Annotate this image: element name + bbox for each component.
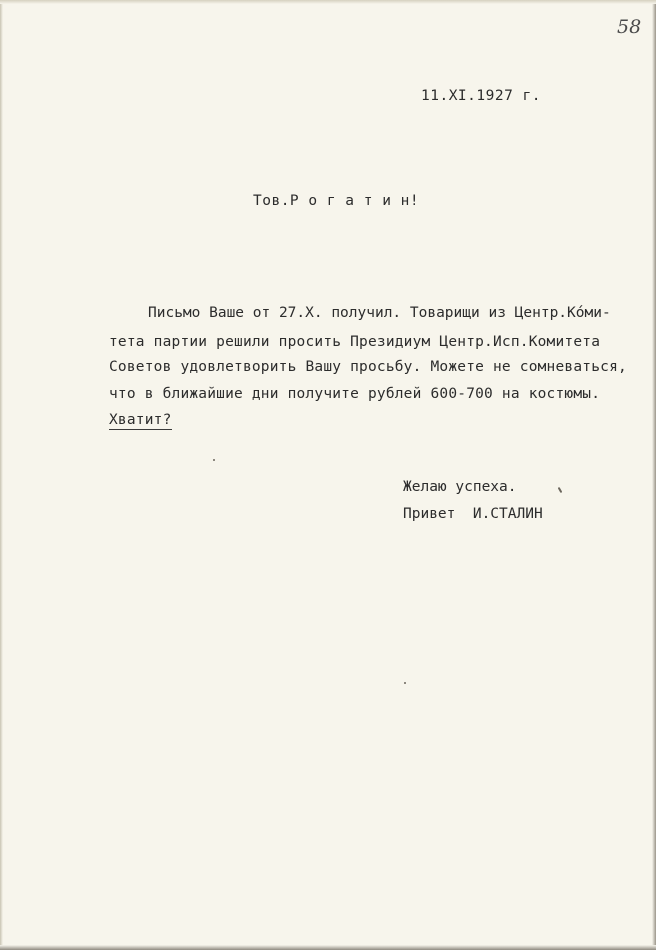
body-line-2: тета партии решили просить Президиум Центр.Исп.Комитета	[109, 334, 601, 350]
letter-date: 11.XI.1927 г.	[421, 88, 541, 104]
page-edge-bottom	[0, 945, 656, 950]
page-edge-top	[0, 0, 656, 4]
body-line-3: Советов удовлетворить Вашу просьбу. Можете не сомневаться,	[109, 359, 627, 375]
letter-closing: Желаю успеха.	[403, 479, 517, 495]
paper-speck	[404, 682, 406, 684]
paper-speck	[213, 459, 215, 461]
letter-salutation: Тов.Р о г а т и н!	[253, 193, 420, 209]
handwritten-page-number: 58	[617, 16, 642, 38]
body-line-5-underlined: Хватит?	[109, 412, 172, 428]
body-line-4: что в ближайшие дни получите рублей 600-700 на костюмы.	[109, 386, 601, 402]
body-line-1: Письмо Ваше от 27.Х. получил. Товарищи из Центр.Ко́ми-	[148, 305, 611, 321]
letter-signature: Привет И.СТАЛИН	[403, 506, 543, 522]
page-edge-left	[0, 0, 3, 950]
page-edge-right	[652, 0, 656, 950]
paper-speck	[558, 487, 563, 493]
